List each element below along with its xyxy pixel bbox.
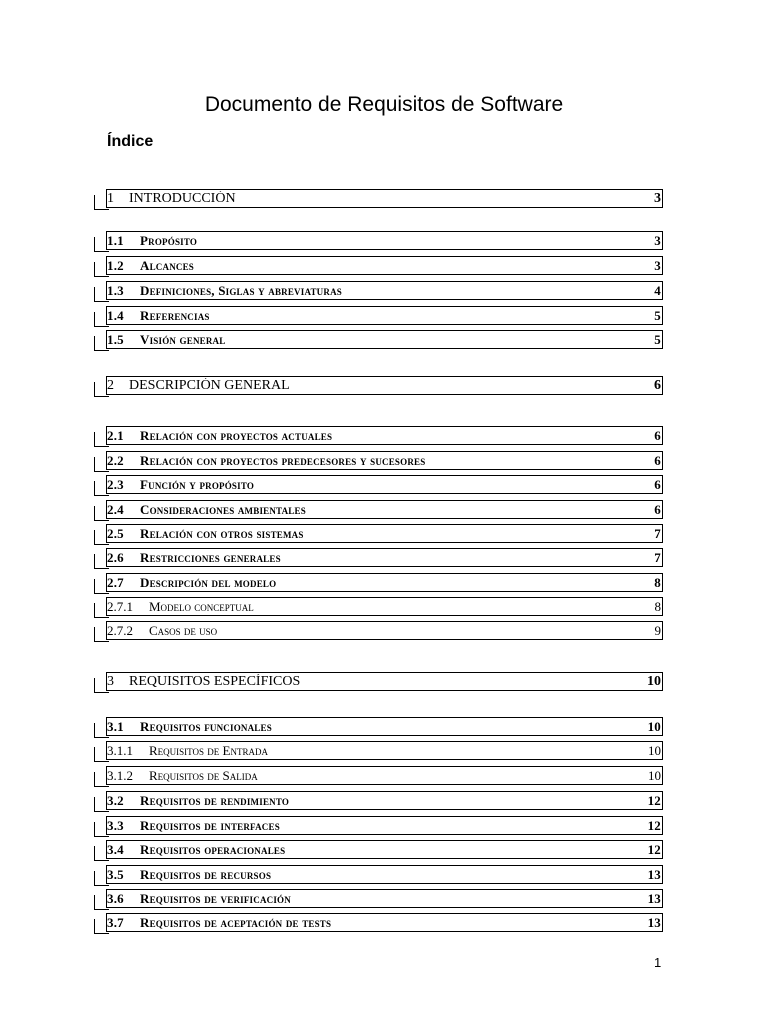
toc-entry-page: 3 <box>654 233 661 248</box>
toc-entry-label: Requisitos de rendimiento <box>140 793 290 808</box>
toc-field-marker <box>94 530 109 545</box>
toc-entry-page: 10 <box>647 674 661 689</box>
toc-entry[interactable] <box>106 741 663 760</box>
toc-entry[interactable] <box>106 475 663 494</box>
toc-entry-number: 1.3 <box>107 283 124 298</box>
toc-entry-number: 2.3 <box>107 477 124 492</box>
toc-entry[interactable] <box>106 376 663 395</box>
toc-entry-page: 12 <box>647 842 661 857</box>
toc-entry-label: Requisitos de recursos <box>140 867 272 882</box>
toc-entry-page: 6 <box>654 477 661 492</box>
toc-entry-label: Relación con proyectos actuales <box>140 428 333 443</box>
toc-entry-page: 9 <box>654 623 661 638</box>
toc-entry[interactable] <box>106 281 663 300</box>
toc-entry-number: 2.6 <box>107 550 124 565</box>
toc-entry-label: Consideraciones ambientales <box>140 502 306 517</box>
toc-entry[interactable] <box>106 548 663 567</box>
toc-field-marker <box>94 822 109 837</box>
toc-entry[interactable] <box>106 840 663 859</box>
toc-entry-page: 13 <box>647 867 661 882</box>
toc-entry-label: Propósito <box>140 233 198 248</box>
toc-field-marker <box>94 895 109 910</box>
toc-entry-label: Requisitos operacionales <box>140 842 286 857</box>
toc-entry-label: Definiciones, Siglas y abreviaturas <box>140 283 342 298</box>
toc-entry[interactable] <box>106 306 663 325</box>
toc-entry-number: 2.7.1 <box>107 599 133 614</box>
toc-entry-page: 6 <box>654 453 661 468</box>
toc-entry[interactable] <box>106 330 663 349</box>
toc-entry-page: 7 <box>654 526 661 541</box>
toc-entry-label: Requisitos de Salida <box>149 768 258 783</box>
toc-entry-label: Requisitos funcionales <box>140 719 272 734</box>
toc-field-marker <box>94 457 109 472</box>
toc-field-marker <box>94 312 109 327</box>
toc-entry-number: 3 <box>107 674 114 689</box>
toc-entry-label: Casos de uso <box>149 623 218 638</box>
toc-entry-page: 12 <box>647 793 661 808</box>
toc-field-marker <box>94 382 109 397</box>
toc-entry[interactable] <box>106 865 663 884</box>
toc-entry[interactable] <box>106 256 663 275</box>
toc-field-marker <box>94 432 109 447</box>
toc-entry-number: 3.4 <box>107 842 124 857</box>
toc-entry-number: 3.6 <box>107 891 124 906</box>
toc-field-marker <box>94 554 109 569</box>
toc-field-marker <box>94 506 109 521</box>
toc-entry[interactable] <box>106 766 663 785</box>
toc-entry-label: Requisitos de aceptación de tests <box>140 915 332 930</box>
toc-entry-page: 8 <box>654 599 661 614</box>
toc-field-marker <box>94 797 109 812</box>
toc-entry-label: Requisitos de interfaces <box>140 818 280 833</box>
toc-field-marker <box>94 871 109 886</box>
toc-entry-page: 8 <box>654 575 661 590</box>
toc-field-marker <box>94 481 109 496</box>
toc-entry-label: Requisitos de verificación <box>140 891 291 906</box>
toc-entry-number: 2.2 <box>107 453 124 468</box>
page-number: 1 <box>654 955 662 970</box>
toc-entry-page: 3 <box>654 258 661 273</box>
toc-entry[interactable] <box>106 717 663 736</box>
toc-entry[interactable] <box>106 816 663 835</box>
toc-entry-page: 13 <box>647 915 661 930</box>
toc-entry[interactable] <box>106 524 663 543</box>
toc-entry-page: 10 <box>648 743 661 758</box>
toc-entry[interactable] <box>106 189 663 208</box>
toc-field-marker <box>94 747 109 762</box>
toc-entry-number: 1.5 <box>107 332 124 347</box>
toc-entry[interactable] <box>106 889 663 908</box>
toc-entry[interactable] <box>106 597 663 616</box>
toc-entry-number: 3.3 <box>107 818 124 833</box>
toc-entry-label: Requisitos de Entrada <box>149 743 268 758</box>
toc-entry-number: 2.5 <box>107 526 124 541</box>
toc-entry-number: 2.7 <box>107 575 124 590</box>
toc-entry-number: 2 <box>107 378 114 393</box>
toc-entry-page: 4 <box>654 283 661 298</box>
toc-field-marker <box>94 627 109 642</box>
toc-entry-page: 10 <box>648 768 661 783</box>
toc-entry[interactable] <box>106 791 663 810</box>
toc-entry-page: 6 <box>654 502 661 517</box>
toc-field-marker <box>94 919 109 934</box>
toc-entry-number: 3.2 <box>107 793 124 808</box>
toc-entry-label: Función y propósito <box>140 477 255 492</box>
toc-entry-number: 3.1 <box>107 719 124 734</box>
toc-entry-number: 2.7.2 <box>107 623 133 638</box>
toc-field-marker <box>94 287 109 302</box>
toc-field-marker <box>94 723 109 738</box>
toc-entry-label: DESCRIPCIÓN GENERAL <box>129 378 290 393</box>
toc-entry-page: 13 <box>647 891 661 906</box>
toc-entry[interactable] <box>106 500 663 519</box>
toc-entry-page: 6 <box>654 428 661 443</box>
toc-entry[interactable] <box>106 451 663 470</box>
toc-entry-page: 6 <box>654 378 661 393</box>
toc-entry-page: 7 <box>654 550 661 565</box>
toc-entry-page: 5 <box>654 332 661 347</box>
toc-entry-page: 12 <box>647 818 661 833</box>
toc-field-marker <box>94 237 109 252</box>
toc-entry-number: 3.1.1 <box>107 743 133 758</box>
toc-entry-number: 3.1.2 <box>107 768 133 783</box>
toc-entry-label: Alcances <box>140 258 194 273</box>
toc-field-marker <box>94 336 109 351</box>
toc-field-marker <box>94 678 109 693</box>
toc-entry-label: Restricciones generales <box>140 550 281 565</box>
toc-entry-label: Modelo conceptual <box>149 599 254 614</box>
toc-entry[interactable] <box>106 672 663 691</box>
toc-entry-page: 5 <box>654 308 661 323</box>
toc-entry[interactable] <box>106 426 663 445</box>
toc-entry-label: Relación con otros sistemas <box>140 526 304 541</box>
toc-entry[interactable] <box>106 231 663 250</box>
toc-field-marker <box>94 195 109 210</box>
toc-field-marker <box>94 603 109 618</box>
toc-entry-page: 10 <box>647 719 661 734</box>
toc-entry-label: Visión general <box>140 332 226 347</box>
toc-entry-number: 1 <box>107 191 114 206</box>
index-heading: Índice <box>107 133 154 150</box>
toc-field-marker <box>94 579 109 594</box>
toc-entry[interactable] <box>106 621 663 640</box>
toc-entry-number: 1.2 <box>107 258 124 273</box>
toc-entry-label: REQUISITOS ESPECÍFICOS <box>129 674 301 689</box>
toc-entry-label: Descripción del modelo <box>140 575 277 590</box>
toc-entry-page: 3 <box>654 191 661 206</box>
toc-field-marker <box>94 772 109 787</box>
toc-entry-number: 3.7 <box>107 915 124 930</box>
toc-entry-number: 1.4 <box>107 308 124 323</box>
toc-entry[interactable] <box>106 573 663 592</box>
toc-entry-label: Relación con proyectos predecesores y sucesores <box>140 453 426 468</box>
toc-entry-number: 3.5 <box>107 867 124 882</box>
toc-field-marker <box>94 846 109 861</box>
toc-entry-label: INTRODUCCIÓN <box>129 191 236 206</box>
toc-entry[interactable] <box>106 913 663 932</box>
toc-entry-number: 2.4 <box>107 502 124 517</box>
toc-field-marker <box>94 262 109 277</box>
document-title: Documento de Requisitos de Software <box>204 93 564 116</box>
toc-entry-number: 2.1 <box>107 428 124 443</box>
toc-entry-label: Referencias <box>140 308 210 323</box>
toc-entry-number: 1.1 <box>107 233 124 248</box>
